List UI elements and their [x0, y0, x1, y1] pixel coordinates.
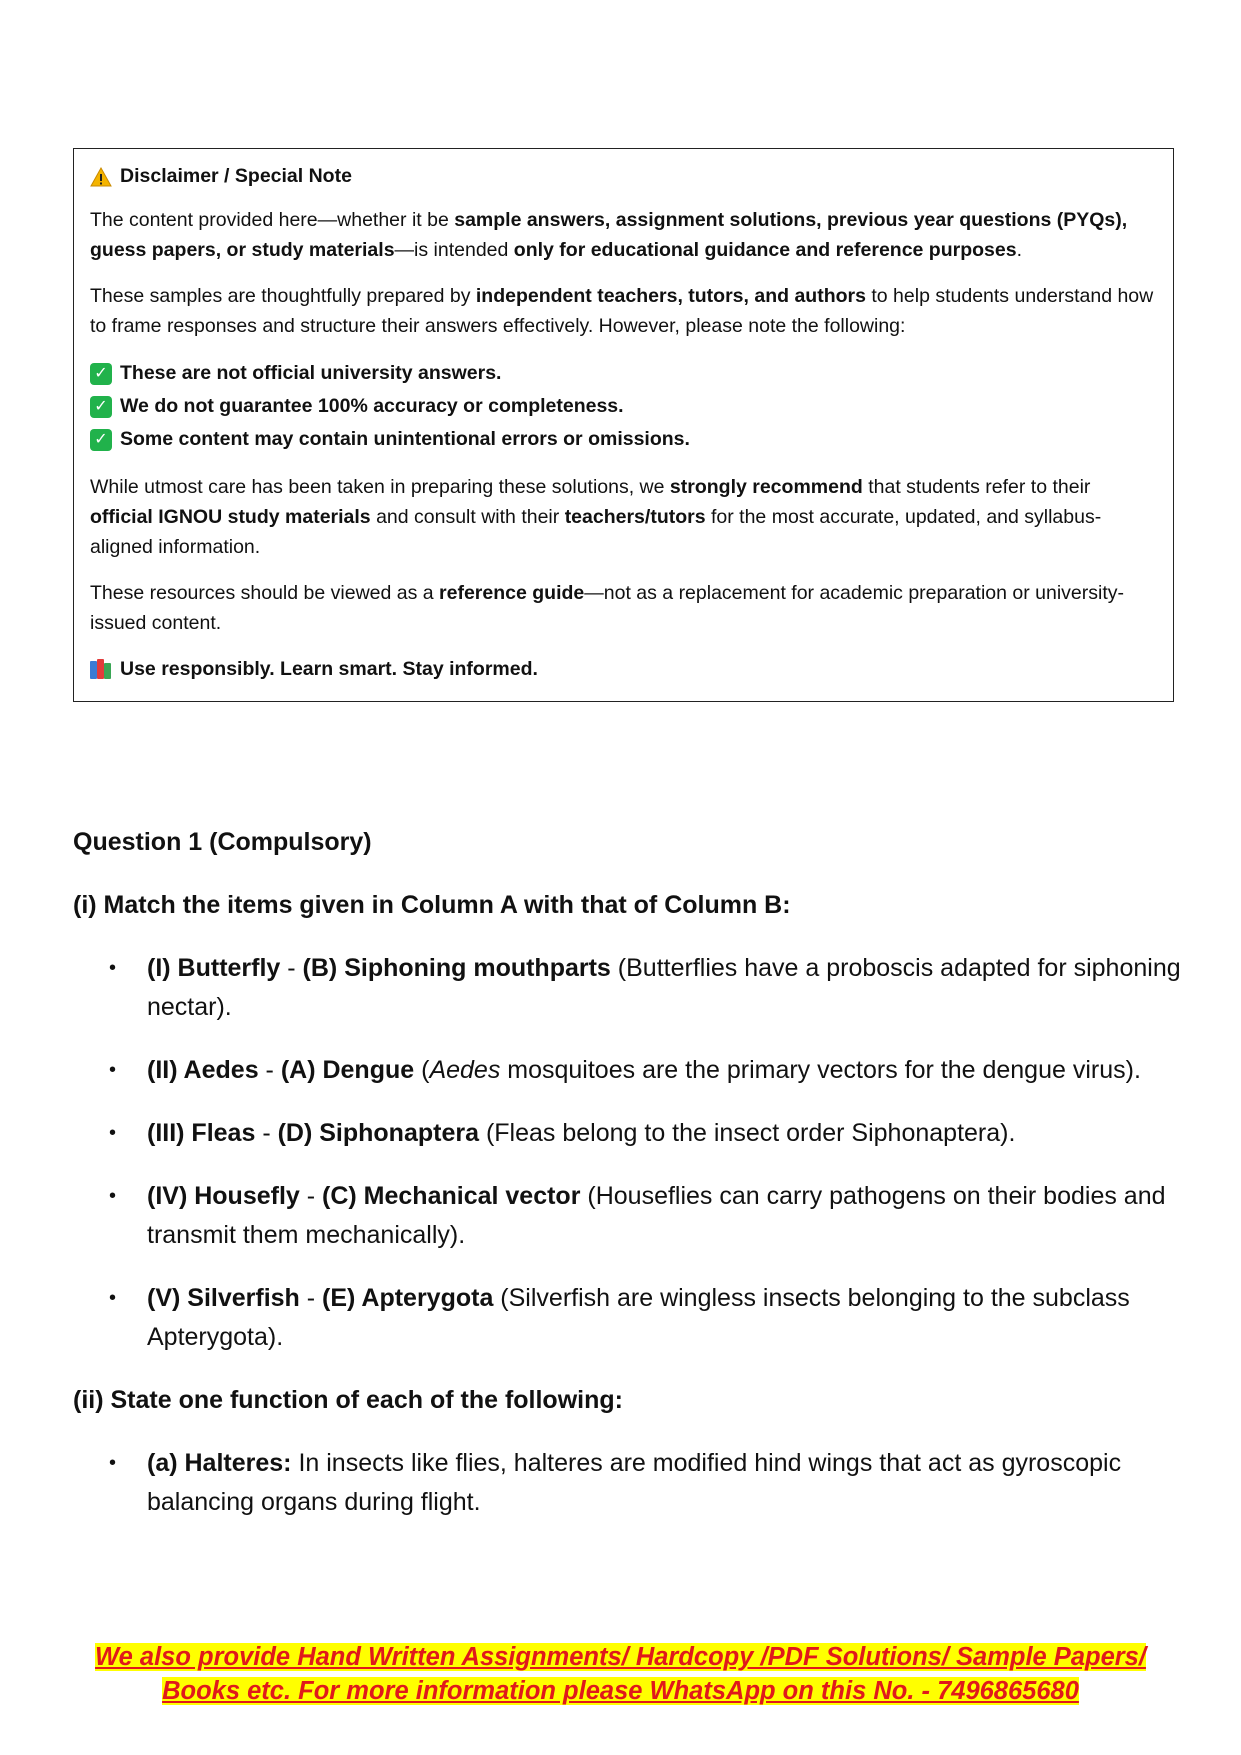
- check-icon: ✓: [90, 429, 112, 451]
- list-item: • (IV) Housefly - (C) Mechanical vector (Houseflies can carry pathogens on their bodies and transmit them mechanically).: [147, 1177, 1183, 1255]
- books-icon: [90, 659, 112, 679]
- disclaimer-paragraph-4: These resources should be viewed as a reference guide—not as a replacement for academic preparation or university-issued content.: [90, 582, 1125, 634]
- disclaimer-title: Disclaimer / Special Note: [90, 161, 1157, 191]
- question-content: [73, 823, 1183, 1546]
- disclaimer-box: [73, 148, 1174, 702]
- disclaimer-footer: Use responsibly. Learn smart. Stay informed.: [90, 654, 1157, 684]
- disclaimer-paragraph-1: The content provided here—whether it be sample answers, assignment solutions, previous year questions (PYQs), guess papers, or study materials—is intended only for educational guidance and reference purposes.: [90, 209, 1128, 261]
- part-1-title: (i) Match the items given in Column A with that of Column B:: [73, 891, 791, 919]
- part-2-title: (ii) State one function of each of the following:: [73, 1386, 623, 1414]
- list-item: • (V) Silverfish - (E) Apterygota (Silverfish are wingless insects belonging to the subclass Apterygota).: [147, 1279, 1183, 1357]
- list-item: ✓ Some content may contain unintentional errors or omissions.: [90, 423, 1157, 456]
- contact-banner: [0, 1640, 1241, 1708]
- list-item: • (III) Fleas - (D) Siphonaptera (Fleas belong to the insect order Siphonaptera).: [147, 1114, 1183, 1153]
- check-icon: ✓: [90, 396, 112, 418]
- banner-line-2: Books etc. For more information please WhatsApp on this No. - 7496865680: [162, 1677, 1079, 1705]
- match-list: [73, 949, 1183, 1357]
- disclaimer-paragraph-2: These samples are thoughtfully prepared by independent teachers, tutors, and authors to help students understand how to frame responses and structure their answers effectively. However, please note the following:: [90, 285, 1154, 337]
- list-item: • (II) Aedes - (A) Dengue (Aedes mosquitoes are the primary vectors for the dengue virus).: [147, 1051, 1183, 1090]
- disclaimer-checklist: [90, 357, 1157, 456]
- check-icon: ✓: [90, 363, 112, 385]
- warning-icon: [90, 166, 112, 186]
- banner-line-1: We also provide Hand Written Assignments/ Hardcopy /PDF Solutions/ Sample Papers/: [95, 1643, 1146, 1671]
- list-item: ✓ These are not official university answers.: [90, 357, 1157, 390]
- list-item: ✓ We do not guarantee 100% accuracy or completeness.: [90, 390, 1157, 423]
- question-title: Question 1 (Compulsory): [73, 828, 372, 856]
- disclaimer-paragraph-3: While utmost care has been taken in preparing these solutions, we strongly recommend that students refer to their official IGNOU study materials and consult with their teachers/tutors for the most accurate, updated, and syllabus-aligned information.: [90, 476, 1102, 558]
- list-item: • (I) Butterfly - (B) Siphoning mouthparts (Butterflies have a proboscis adapted for siphoning nectar).: [147, 949, 1183, 1027]
- list-item: • (a) Halteres: In insects like flies, halteres are modified hind wings that act as gyroscopic balancing organs during flight.: [147, 1444, 1183, 1522]
- function-list: [73, 1444, 1183, 1522]
